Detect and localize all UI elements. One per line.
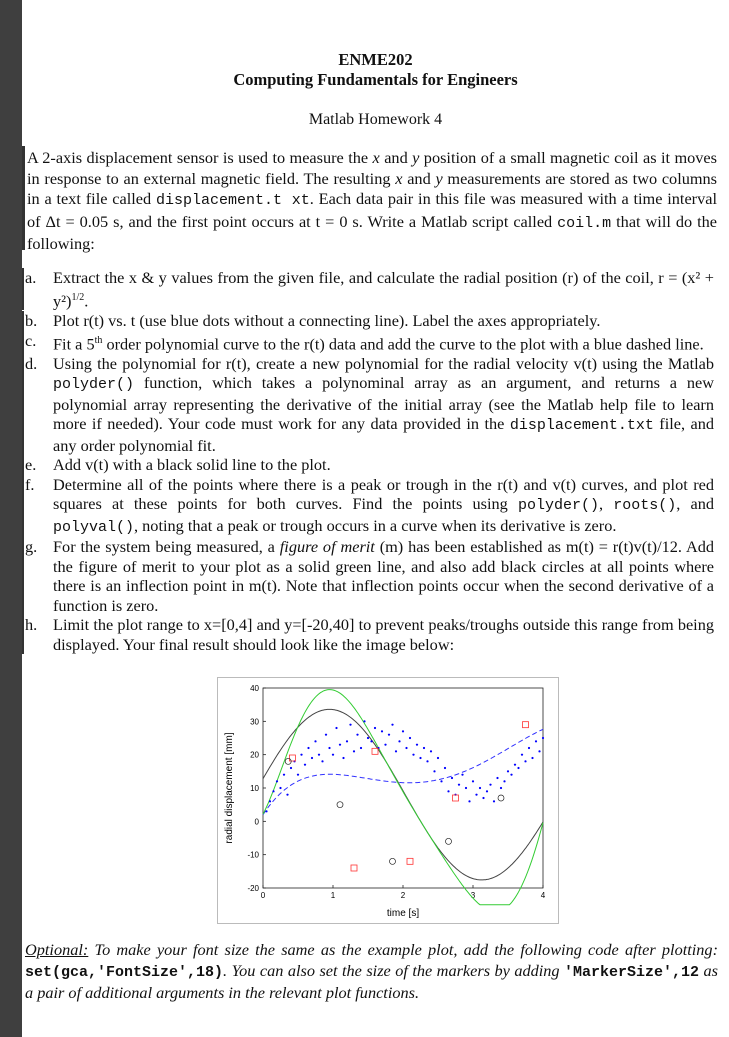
data-point <box>395 750 397 752</box>
data-point <box>381 730 383 732</box>
data-point <box>451 777 453 779</box>
data-point <box>493 800 495 802</box>
data-point <box>489 784 491 786</box>
data-point <box>370 740 372 742</box>
data-point <box>335 727 337 729</box>
task-e: e. Add v(t) with a black solid line to the plot. <box>22 455 722 475</box>
data-point <box>276 780 278 782</box>
data-point <box>363 720 365 722</box>
data-point <box>517 767 519 769</box>
data-point <box>269 800 271 802</box>
data-point <box>409 737 411 739</box>
data-point <box>328 747 330 749</box>
example-plot <box>217 677 559 924</box>
y-tick-label: 20 <box>250 750 259 760</box>
data-point <box>479 787 481 789</box>
y-tick-label: 10 <box>250 784 259 793</box>
data-point <box>412 754 414 756</box>
x-tick-label: 1 <box>330 891 336 900</box>
intro-paragraph: A 2-axis displacement sensor is used to measure the x and y position of a small magnetic coil as it moves in response to an external magnetic field. The resulting x and y measurements are stored as two columns in a text file called displacement.t xt. Each data pair in this file was measured with a time interval of Δt = 0.05 s, and the first point occurs at t = 0 s. Write a Matlab script called coil.m that will do the following: <box>27 148 717 253</box>
data-point <box>388 734 390 736</box>
data-point <box>482 797 484 799</box>
data-point <box>440 780 442 782</box>
y-axis-label: radial displacement [mm] <box>224 732 235 844</box>
data-point <box>521 754 523 756</box>
data-point <box>314 740 316 742</box>
data-point <box>307 747 309 749</box>
data-point <box>423 747 425 749</box>
data-point <box>475 794 477 796</box>
task-d: d. Using the polynomial for r(t), create a new polynomial for the radial velocity v(t) using the Matlab polyder() function, which takes a polynominal array as an argument, and returns a new polynomial array representing the derivative of the initial array (see the Matlab help file to learn more if needed). Your code must work for any data provided in the displacement.txt file, and any order polynomial fit. <box>22 354 722 456</box>
x-tick-label: 2 <box>400 891 406 900</box>
data-point <box>318 754 320 756</box>
task-f: f. Determine all of the points where there is a peak or trough in the r(t) and v(t) curves, and plot red squares at these points for both curves. Find the points using polyder(), roots(), and polyval(), noting that a peak or trough occurs in a curve when its derivative is zero. <box>22 475 722 538</box>
data-point <box>367 737 369 739</box>
y-tick-label: 40 <box>250 684 259 693</box>
data-point <box>444 767 446 769</box>
data-point <box>416 744 418 746</box>
data-point <box>286 794 288 796</box>
data-point <box>391 724 393 726</box>
intro-margin-line <box>22 146 25 250</box>
data-point <box>384 744 386 746</box>
data-point <box>524 760 526 762</box>
task-a: a. Extract the x & y values from the given file, and calculate the radial position (r) of the coil, $r = (x^2 + y^2)^{1/2}$. <box>22 268 722 310</box>
data-point <box>447 790 449 792</box>
data-point <box>528 747 530 749</box>
data-point <box>496 777 498 779</box>
data-point <box>283 774 285 776</box>
data-point <box>472 780 474 782</box>
data-point <box>272 790 274 792</box>
y-tick-label: -20 <box>247 884 259 893</box>
task-g: g. For the system being measured, a figure of merit (m) has been established as m(t) = r(t)v(t)/12. Add the figure of merit to your plot as a solid green line, and also add black circles at all points where there is an inflection point in m(t). Note that inflection points occur when the second derivative of a function is zero. <box>22 537 722 615</box>
data-point <box>346 740 348 742</box>
data-point <box>297 774 299 776</box>
data-point <box>353 750 355 752</box>
data-point <box>311 757 313 759</box>
data-point <box>500 787 502 789</box>
data-point <box>458 784 460 786</box>
data-point <box>332 754 334 756</box>
task-list <box>22 268 722 654</box>
data-point <box>535 740 537 742</box>
filename: displacement.t xt <box>155 192 310 209</box>
data-point <box>538 750 540 752</box>
x-tick-label: 3 <box>470 891 476 900</box>
course-code: ENME202 <box>338 50 413 69</box>
data-point <box>290 767 292 769</box>
y-tick-label: -10 <box>247 850 259 860</box>
data-point <box>349 724 351 726</box>
y-tick-label: 30 <box>250 717 259 727</box>
data-point <box>374 727 376 729</box>
data-point <box>461 774 463 776</box>
data-point <box>437 757 439 759</box>
document-page <box>22 0 729 1037</box>
optional-note: Optional: To make your font size the same as the example plot, add the following code after plotting: set(gca,'FontSize',18). You can also set the size of the markers by adding 'MarkerSize',12 as a pair of additional arguments in the relevant plot functions. <box>25 940 718 1002</box>
data-point <box>321 760 323 762</box>
data-point <box>514 764 516 766</box>
data-point <box>265 810 267 812</box>
data-point <box>405 747 407 749</box>
data-point <box>468 800 470 802</box>
course-name: Computing Fundamentals for Engineers <box>233 70 518 89</box>
data-point <box>304 764 306 766</box>
data-point <box>430 750 432 752</box>
data-point <box>300 754 302 756</box>
data-point <box>507 770 509 772</box>
data-point <box>426 760 428 762</box>
x-tick-label: 4 <box>540 891 546 900</box>
data-point <box>419 757 421 759</box>
data-point <box>465 787 467 789</box>
data-point <box>356 734 358 736</box>
task-c: c. Fit a 5th order polynomial curve to the r(t) data and add the curve to the plot with a blue dashed line. <box>22 331 722 354</box>
data-point <box>360 747 362 749</box>
data-point <box>486 790 488 792</box>
data-point <box>542 737 544 739</box>
data-point <box>402 730 404 732</box>
task-b: b. Plot r(t) vs. t (use blue dots without a connecting line). Label the axes appropriately. <box>22 311 722 331</box>
data-point <box>398 740 400 742</box>
data-point <box>433 770 435 772</box>
plot-svg <box>218 678 558 923</box>
y-tick-label: 0 <box>254 817 259 827</box>
x-tick-label: 0 <box>260 891 266 900</box>
left-margin-bar <box>0 0 22 1037</box>
data-point <box>279 787 281 789</box>
data-point <box>531 757 533 759</box>
task-h: h. Limit the plot range to x=[0,4] and y=[-20,40] to prevent peaks/troughs outside this range from being displayed. Your final result should look like the image below: <box>22 615 722 654</box>
data-point <box>325 734 327 736</box>
script-name: coil.m <box>557 214 612 232</box>
data-point <box>503 780 505 782</box>
data-point <box>510 774 512 776</box>
assignment-title: Matlab Homework 4 <box>308 111 443 128</box>
data-point <box>339 744 341 746</box>
x-axis-label: time [s] <box>386 908 420 919</box>
data-point <box>342 757 344 759</box>
